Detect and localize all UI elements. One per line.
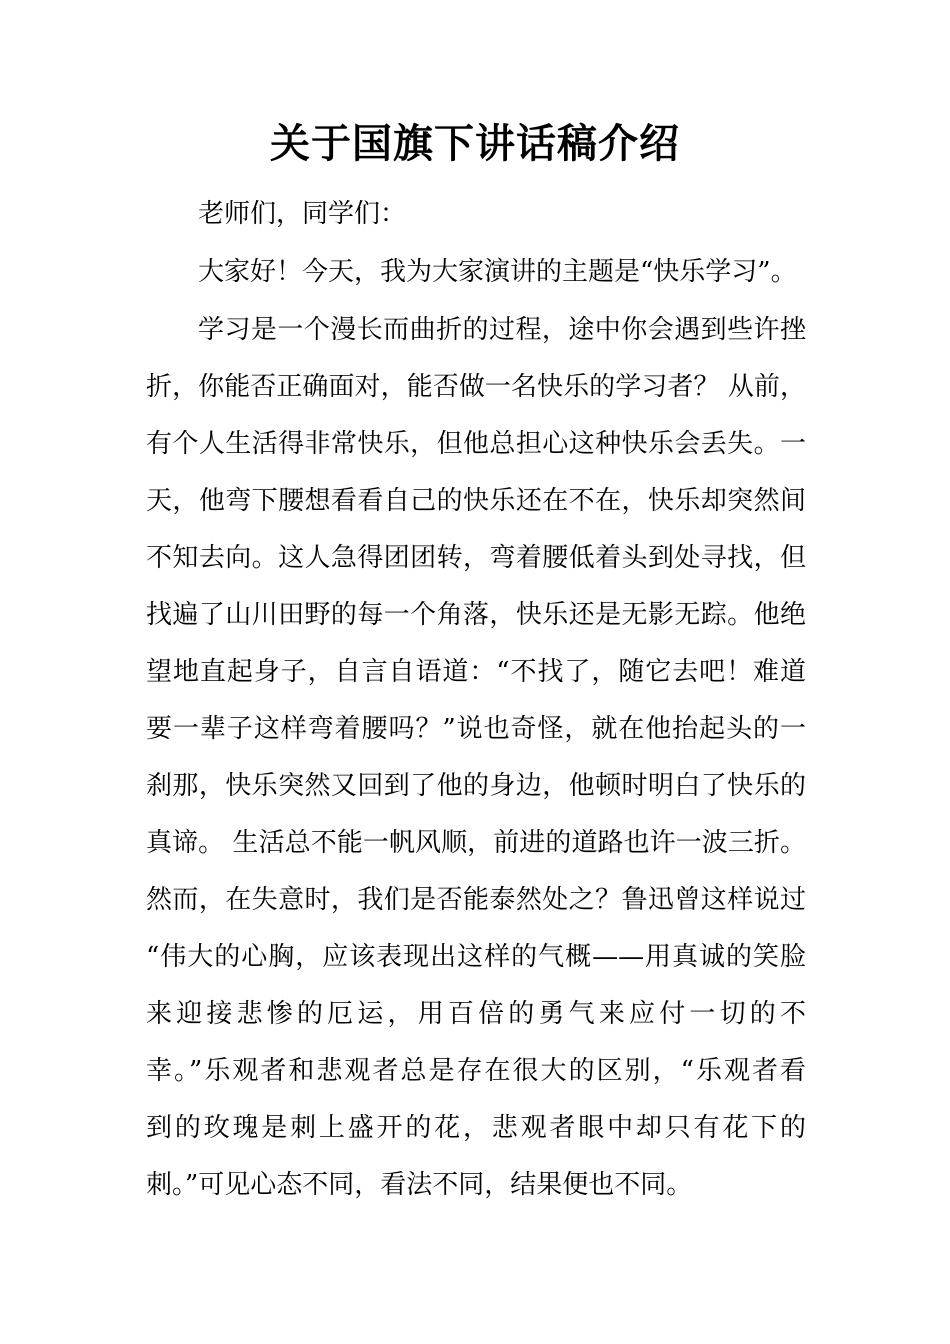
body-line: 要一辈子这样弯着腰吗？”说也奇怪，就在他抬起头的一 [146,714,806,744]
body-line: 有个人生活得非常快乐，但他总担心这种快乐会丢失。一 [146,429,806,459]
body-line: 学习是一个漫长而曲折的过程，途中你会遇到些许挫 [198,315,806,345]
body-line: 到的玫瑰是刺上盛开的花，悲观者眼中却只有花下的 [146,1113,806,1143]
body-line: 天，他弯下腰想看看自己的快乐还在不在，快乐却突然间 [146,486,806,516]
body-line: 望地直起身子，自言自语道：“不找了，随它去吧！难道 [146,657,806,687]
body-line: 刹那，快乐突然又回到了他的身边，他顿时明白了快乐的 [146,771,806,801]
body-line: 来迎接悲惨的厄运，用百倍的勇气来应付一切的不 [146,999,806,1029]
body-line: 刺。”可见心态不同，看法不同，结果便也不同。 [146,1170,693,1200]
body-line: 找遍了山川田野的每一个角落，快乐还是无影无踪。他绝 [146,600,806,630]
body-line: 然而，在失意时，我们是否能泰然处之？鲁迅曾这样说过 [146,885,806,915]
body-line: “伟大的心胸，应该表现出这样的气概——用真诚的笑脸 [146,942,806,972]
body-line: 不知去向。这人急得团团转，弯着腰低着头到处寻找，但 [146,543,806,573]
body-line: 幸。”乐观者和悲观者总是存在很大的区别，“乐观者看 [146,1056,806,1086]
greeting-line: 大家好！今天，我为大家演讲的主题是“快乐学习”。 [198,257,797,287]
body-line: 真谛。 生活总不能一帆风顺，前进的道路也许一波三折。 [146,828,806,858]
salutation-line: 老师们，同学们： [198,199,407,229]
document-title: 关于国旗下讲话稿介绍 [270,120,680,167]
body-line: 折，你能否正确面对，能否做一名快乐的学习者？ 从前， [146,372,806,402]
